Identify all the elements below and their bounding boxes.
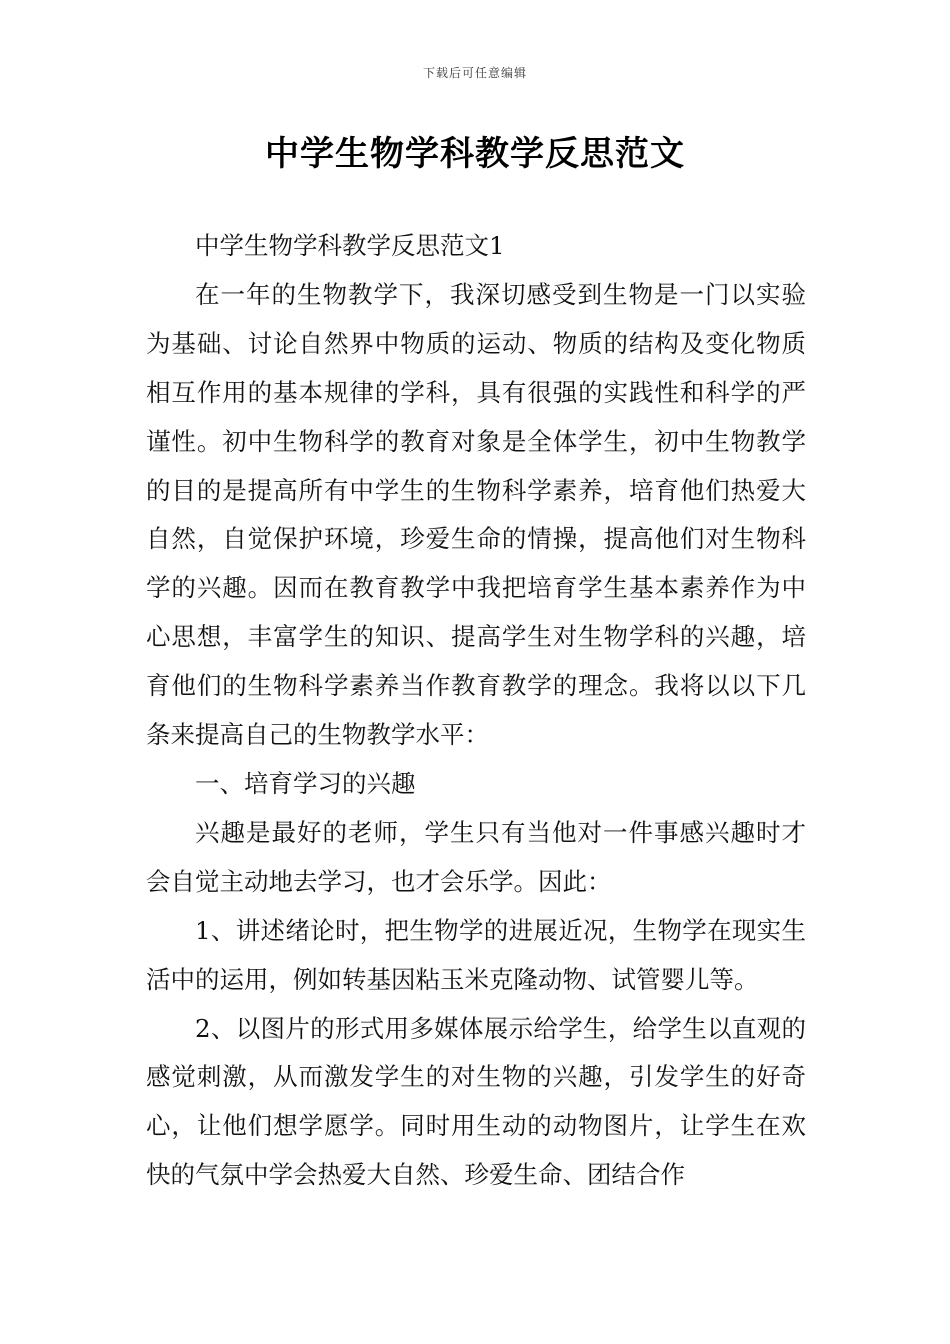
section-heading: 中学生物学科教学反思范文1 [195,231,505,260]
document-body [146,222,806,1200]
subsection-heading: 一、培育学习的兴趣 [195,768,416,798]
paragraph: 在一年的生物教学下，我深切感受到生物是一门以实验为基础、讨论自然界中物质的运动、物质的结构及变化物质相互作用的基本规律的学科，具有很强的实践性和科学的严谨性。初中生物科学的教育对象是全体学生，初中生物教学的目的是提高所有中学生的生物科学素养，培育他们热爱大自然，自觉保护环境，珍爱生命的情操，提高他们对生物科学的兴趣。因而在教育教学中我把培育学生基本素养作为中心思想，丰富学生的知识、提高学生对生物学科的兴趣，培育他们的生物科学素养当作教育教学的理念。我将以以下几条来提高自己的生物教学水平： [146,279,806,750]
document-title: 中学生物学科教学反思范文 [265,134,685,174]
list-item: 2、以图片的形式用多媒体展示给学生，给学生以直观的感觉刺激，从而激发学生的对生物的兴趣，引发学生的好奇心，让他们想学愿学。同时用生动的动物图片，让学生在欢快的气氛中学会热爱大自然、珍爱生命、团结合作 [146,1013,806,1190]
header-note: 下载后可任意编辑 [422,66,527,80]
paragraph: 兴趣是最好的老师，学生只有当他对一件事感兴趣时才会自觉主动地去学习，也才会乐学。因此： [146,817,806,896]
list-item: 1、讲述绪论时，把生物学的进展近况，生物学在现实生活中的运用，例如转基因粘玉米克隆动物、试管婴儿等。 [146,915,806,994]
